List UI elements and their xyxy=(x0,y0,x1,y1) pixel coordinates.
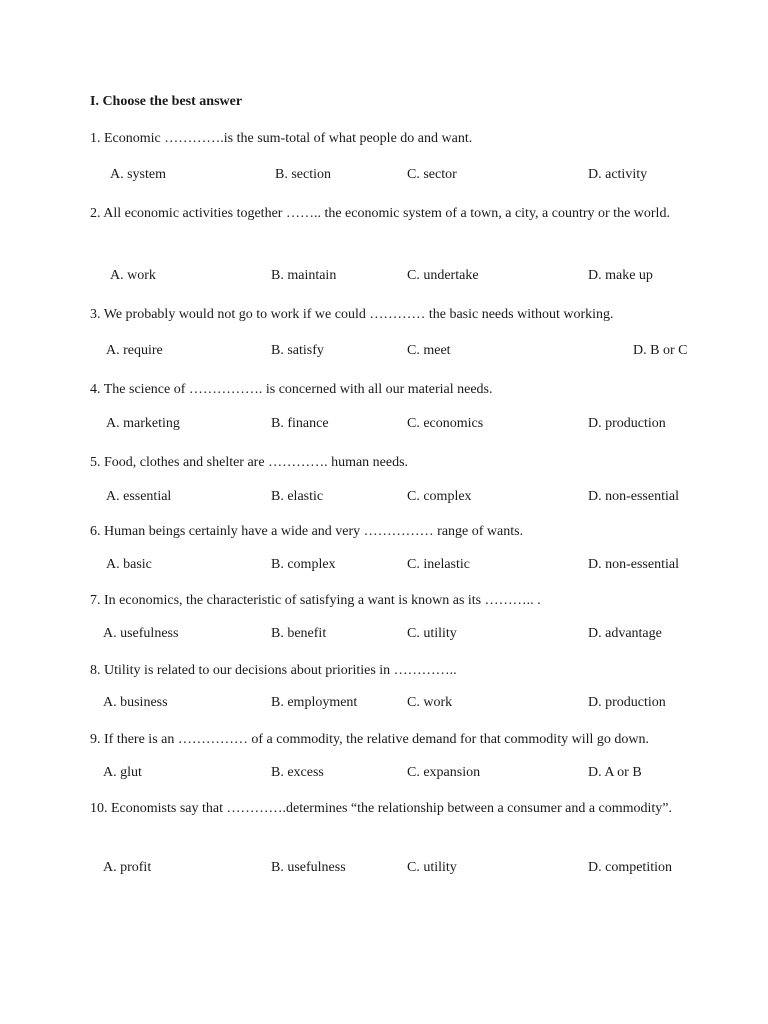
question-6-option-b: B. complex xyxy=(271,557,336,572)
question-4: 4. The science of ……………. is concerned with all our material needs. xyxy=(90,382,493,397)
question-9-option-a: A. glut xyxy=(103,765,142,780)
question-6: 6. Human beings certainly have a wide and very …………… range of wants. xyxy=(90,524,524,539)
question-9: 9. If there is an …………… of a commodity, the relative demand for that commodity will go down. xyxy=(90,732,649,747)
question-5-option-b: B. elastic xyxy=(271,489,324,504)
question-10-option-a: A. profit xyxy=(103,860,152,875)
question-7-option-c: C. utility xyxy=(407,626,457,641)
question-8-option-d: D. production xyxy=(588,695,666,710)
question-9-option-c: C. expansion xyxy=(407,765,481,780)
question-5-option-a: A. essential xyxy=(106,489,172,504)
question-9-option-d: D. A or B xyxy=(588,765,642,780)
question-6-option-c: C. inelastic xyxy=(407,557,470,572)
question-1-option-d: D. activity xyxy=(588,167,648,182)
question-4-option-a: A. marketing xyxy=(106,416,180,431)
question-10-option-b: B. usefulness xyxy=(271,860,346,875)
question-3-option-a: A. require xyxy=(106,343,163,358)
question-10: 10. Economists say that ………….determines “the relationship between a consumer and a commodity”. xyxy=(90,801,673,816)
question-9-option-b: B. excess xyxy=(271,765,324,780)
question-2: 2. All economic activities together …….. the economic system of a town, a city, a country or the world. xyxy=(90,206,670,221)
question-3-option-b: B. satisfy xyxy=(271,343,324,358)
question-6-option-a: A. basic xyxy=(106,557,152,572)
question-4-option-b: B. finance xyxy=(271,416,329,431)
question-1-option-a: A. system xyxy=(110,167,166,182)
question-5-option-d: D. non-essential xyxy=(588,489,679,504)
question-5: 5. Food, clothes and shelter are …………. human needs. xyxy=(90,455,409,470)
question-2-option-a: A. work xyxy=(110,268,156,283)
question-3-option-d: D. B or C xyxy=(633,343,688,358)
question-10-option-c: C. utility xyxy=(407,860,457,875)
question-8-option-c: C. work xyxy=(407,695,453,710)
question-8: 8. Utility is related to our decisions about priorities in ………….. xyxy=(90,663,457,678)
question-7-option-d: D. advantage xyxy=(588,626,662,641)
question-6-option-d: D. non-essential xyxy=(588,557,679,572)
question-4-option-d: D. production xyxy=(588,416,666,431)
question-1: 1. Economic ………….is the sum-total of what people do and want. xyxy=(90,131,473,146)
question-8-option-b: B. employment xyxy=(271,695,358,710)
question-4-option-c: C. economics xyxy=(407,416,484,431)
question-1-option-b: B. section xyxy=(275,167,331,182)
question-1-option-c: C. sector xyxy=(407,167,457,182)
question-7: 7. In economics, the characteristic of satisfying a want is known as its ……….. . xyxy=(90,593,541,608)
question-10-option-d: D. competition xyxy=(588,860,672,875)
question-8-option-a: A. business xyxy=(103,695,168,710)
question-7-option-b: B. benefit xyxy=(271,626,327,641)
question-5-option-c: C. complex xyxy=(407,489,472,504)
question-3-option-c: C. meet xyxy=(407,343,451,358)
section-heading: I. Choose the best answer xyxy=(90,94,243,109)
question-2-option-b: B. maintain xyxy=(271,268,337,283)
question-3: 3. We probably would not go to work if we could ………… the basic needs without working. xyxy=(90,307,614,322)
question-2-option-c: C. undertake xyxy=(407,268,479,283)
question-2-option-d: D. make up xyxy=(588,268,653,283)
question-7-option-a: A. usefulness xyxy=(103,626,179,641)
